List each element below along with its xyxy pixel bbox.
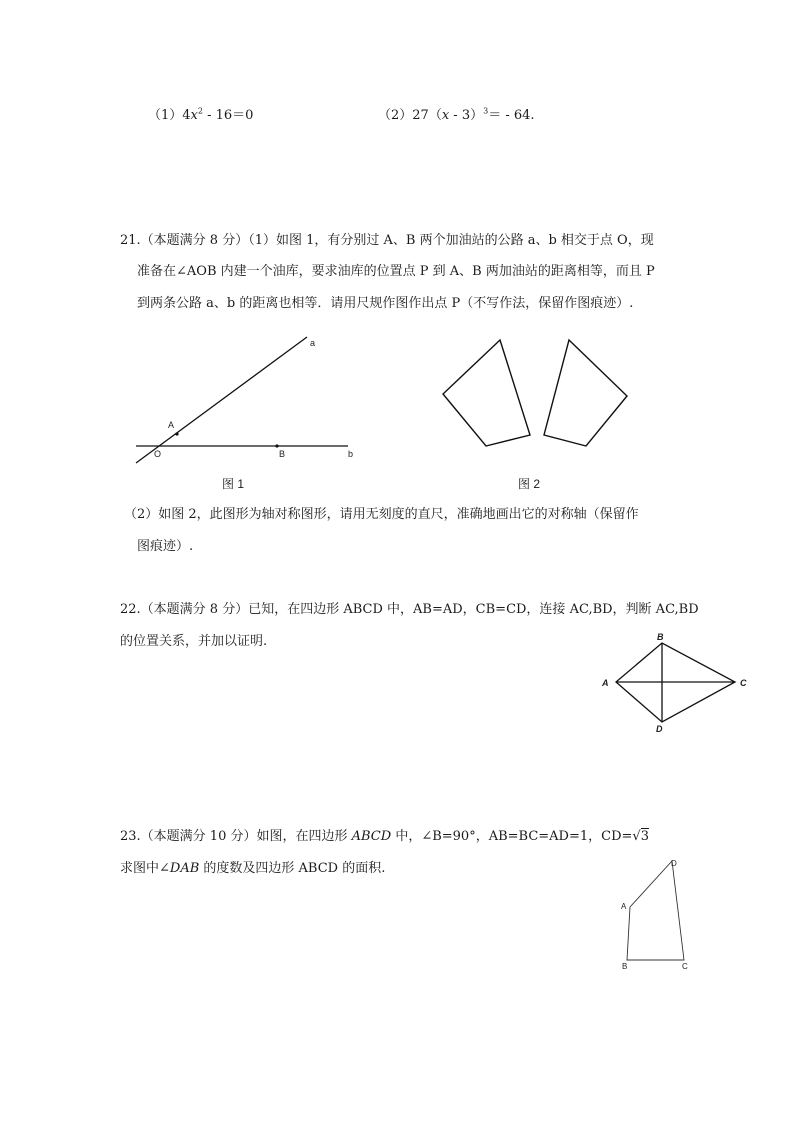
figure-2-symmetric-shape [438,334,638,454]
quadrilateral-ABCD [627,861,684,960]
q23-line-2: 求图中∠DAB 的度数及四边形 ABCD 的面积. [120,861,386,876]
label-B: B [279,449,286,459]
q21-line-1: 21.（本题满分 8 分）（1）如图 1，有分别过 A、B 两个加油站的公路 a、b 相交于点 O，现 [120,233,654,248]
label-O: O [154,449,162,459]
road-a-line [136,337,307,463]
q20-equation-1: $(1)4x^2 - 16=0$ [148,106,254,123]
q22-line-1: 22.（本题满分 8 分）已知，在四边形 ABCD 中，AB=AD，CB=CD，连接 AC,BD，判断 AC,BD [120,602,699,617]
q20-equation-2: （2）27（x - 3）$^3$＝ - 64. [378,106,535,123]
kite-label-A: A [602,678,609,688]
kite-label-D: D [656,724,663,734]
quad-label-D: D [671,859,677,868]
q21-part2-line-1: （2）如图 2，此图形为轴对称图形，请用无刻度的直尺，准确地画出它的对称轴（保留作 [124,507,639,522]
left-quadrilateral [443,340,530,446]
label-a: a [310,338,316,348]
q23-quadrilateral-figure [615,852,700,974]
q21-part2-line-2: 图痕迹）. [137,539,194,554]
q23-line-1: 23.（本题满分 10 分）如图，在四边形 ABCD 中，∠B=90°，AB=BC=AD=1，CD=√3 [120,829,649,844]
figure-1-caption: 图 1 [222,477,245,491]
quad-label-A: A [621,902,627,911]
point-A-dot [175,432,178,435]
point-B-dot [275,444,278,447]
q22-kite-figure [596,628,756,736]
q22-line-2: 的位置关系，并加以证明. [120,634,268,649]
kite-label-B: B [657,632,664,642]
figure-2-caption: 图 2 [518,477,541,491]
q21-line-3: 到两条公路 a、b 的距离也相等．请用尺规作图作出点 P（不写作法，保留作图痕迹）. [137,296,634,311]
sqrt-symbol: √ [632,829,641,844]
quad-label-C: C [682,962,688,971]
right-quadrilateral [544,340,627,446]
label-b: b [348,449,354,459]
quad-label-B: B [622,962,628,971]
label-A: A [168,420,175,430]
kite-label-C: C [740,678,747,688]
figure-1-roads [130,330,370,470]
q21-line-2: 准备在∠AOB 内建一个油库，要求油库的位置点 P 到 A、B 两加油站的距离相等，而且 P [137,264,655,279]
